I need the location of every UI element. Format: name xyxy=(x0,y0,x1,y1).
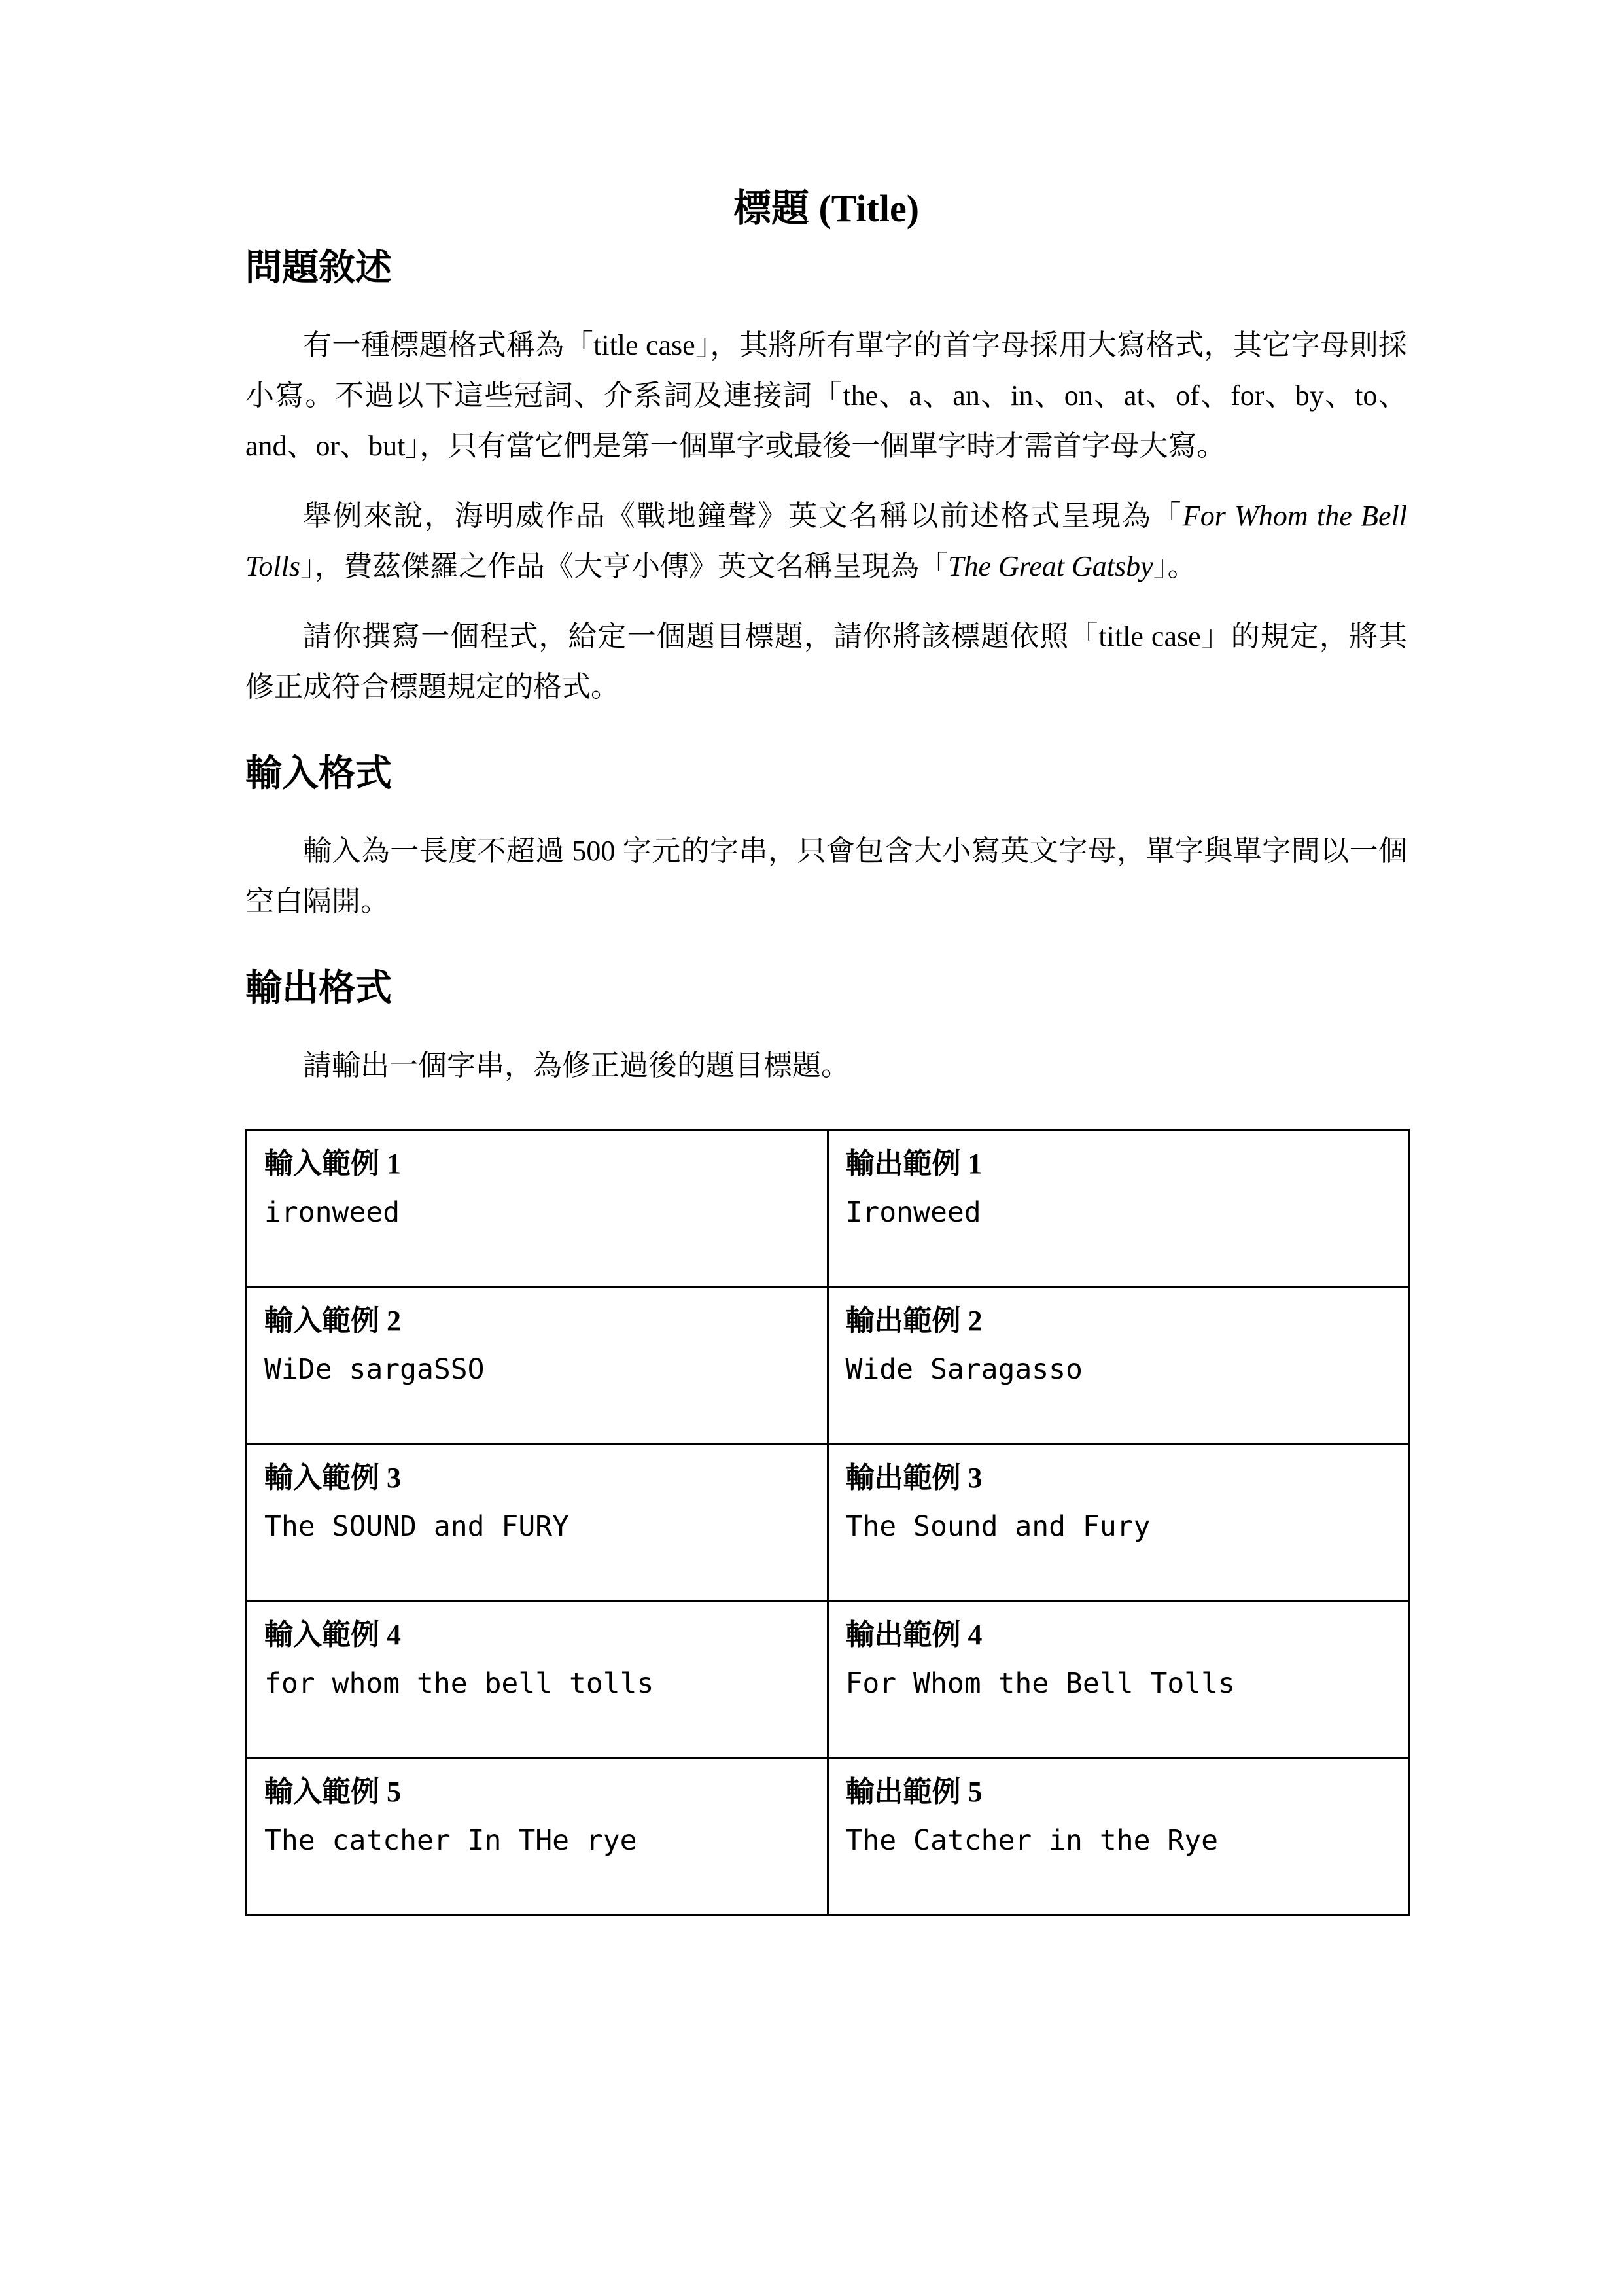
example-input-value: WiDe sargaSSO xyxy=(264,1353,485,1386)
example-input-label: 輸入範例 5 xyxy=(264,1776,401,1808)
problem-paragraph-2 xyxy=(245,491,1407,592)
text-segment: 請你撰寫一個程式，給定一個題目標題，請你將該標題依照「title case」的規定，將其修正成符合標題規定的格式。 xyxy=(245,620,1407,703)
example-output-cell-3 xyxy=(828,1444,1409,1601)
example-input-label: 輸入範例 2 xyxy=(264,1305,401,1337)
text-segment: For Whom the Bell Tolls xyxy=(245,500,1408,582)
problem-statement-heading: 問題敘述 xyxy=(245,248,392,289)
text-segment: 」。 xyxy=(1153,550,1196,582)
example-output-cell-2 xyxy=(828,1287,1409,1444)
example-input-value: for whom the bell tolls xyxy=(264,1667,654,1700)
example-input-label: 輸入範例 3 xyxy=(264,1462,401,1494)
text-segment: 有一種標題格式稱為「title case」，其將所有單字的首字母採用大寫格式，其它字母則採小寫。不過以下這些冠詞、介系詞及連接詞「the、a、an、in、on、at、of、for、by、to、and、or、but」，只有當它們是第一個單字或最後一個單字時才需首字母大寫。 xyxy=(245,329,1407,462)
example-input-cell-4 xyxy=(247,1601,828,1758)
examples-table xyxy=(245,1129,1410,1916)
example-output-value: The Sound and Fury xyxy=(845,1510,1151,1543)
input-format-heading: 輸入格式 xyxy=(245,754,392,794)
table-row xyxy=(247,1444,1409,1601)
problem-paragraph-3 xyxy=(245,611,1407,712)
output-format-paragraph: 請輸出一個字串，為修正過後的題目標題。 xyxy=(303,1050,850,1082)
example-output-value: The Catcher in the Rye xyxy=(845,1824,1219,1857)
table-row xyxy=(247,1287,1409,1444)
example-input-cell-1 xyxy=(247,1130,828,1287)
example-output-label: 輸出範例 4 xyxy=(845,1619,983,1651)
example-output-label: 輸出範例 5 xyxy=(845,1776,983,1808)
table-row xyxy=(247,1601,1409,1758)
example-output-cell-4 xyxy=(828,1601,1409,1758)
input-format-paragraph: 輸入為一長度不超過 500 字元的字串，只會包含大小寫英文字母，單字與單字間以一個空白隔開。 xyxy=(245,835,1407,917)
example-input-label: 輸入範例 1 xyxy=(264,1148,401,1180)
text-segment: 」，費茲傑羅之作品《大亨小傳》英文名稱呈現為「 xyxy=(300,550,949,582)
table-row xyxy=(247,1130,1409,1287)
example-input-cell-2 xyxy=(247,1287,828,1444)
document-title: 標題 (Title) xyxy=(733,187,920,230)
example-input-value: The catcher In THe rye xyxy=(264,1824,637,1857)
example-input-value: The SOUND and FURY xyxy=(264,1510,569,1543)
text-segment: The Great Gatsby xyxy=(948,550,1153,582)
problem-paragraph-1 xyxy=(245,320,1407,471)
example-input-label: 輸入範例 4 xyxy=(264,1619,401,1651)
table-row xyxy=(247,1758,1409,1915)
example-input-cell-3 xyxy=(247,1444,828,1601)
example-input-cell-5 xyxy=(247,1758,828,1915)
example-output-value: Ironweed xyxy=(845,1196,981,1229)
output-format-heading: 輸出格式 xyxy=(245,968,392,1009)
example-output-label: 輸出範例 3 xyxy=(845,1462,983,1494)
example-output-cell-1 xyxy=(828,1130,1409,1287)
example-output-label: 輸出範例 1 xyxy=(845,1148,983,1180)
example-output-value: For Whom the Bell Tolls xyxy=(845,1667,1235,1700)
example-input-value: ironweed xyxy=(264,1196,400,1229)
example-output-value: Wide Saragasso xyxy=(845,1353,1083,1386)
example-output-cell-5 xyxy=(828,1758,1409,1915)
text-segment: 舉例來說，海明威作品《戰地鐘聲》英文名稱以前述格式呈現為「 xyxy=(303,500,1183,532)
example-output-label: 輸出範例 2 xyxy=(845,1305,983,1337)
